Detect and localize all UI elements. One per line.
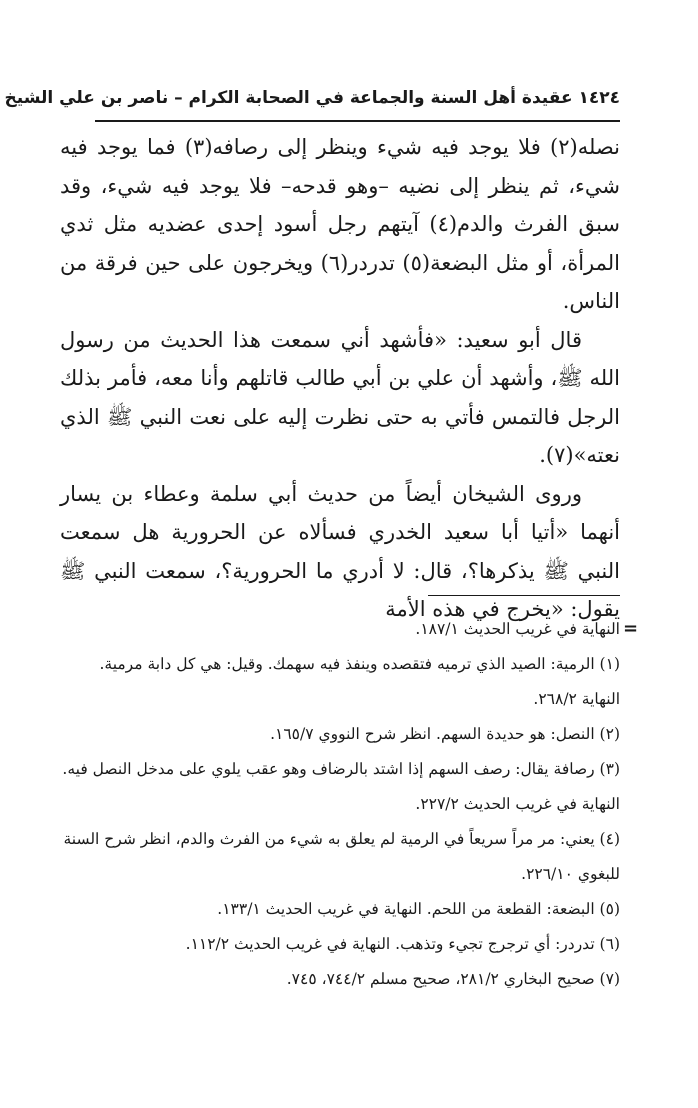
running-header xyxy=(4,86,620,110)
footnotes xyxy=(60,612,620,997)
page-number: ١٤٢٤ xyxy=(578,88,620,108)
footnote-1: (١) الرمية: الصيد الذي ترميه فتقصده وينفذ فيه سهمك. وقيل: هي كل دابة مرمية. النهاية ٢٦٨/٢. xyxy=(99,655,620,708)
main-text xyxy=(60,128,620,629)
paragraph-1: نصله(٢) فلا يوجد فيه شيء وينظر إلى رصافه(٣) فما يوجد فيه شيء، ثم ينظر إلى نضيه –وهو قدحه– فلا يوجد فيه شيء، وقد سبق الفرث والدم(٤) آيتهم رجل أسود إحدى عضديه مثل ثدي المرأة، أو مثل البضعة(٥) تدردر(٦) ويخرجون على حين فرقة من الناس. xyxy=(60,135,620,313)
paragraph-3: وروى الشيخان أيضاً من حديث أبي سلمة وعطاء بن يسار أنهما «أتيا أبا سعيد الخدري فسألاه عن الحرورية هل سمعت النبي ﷺ يذكرها؟، قال: لا أدري ما الحرورية؟، سمعت النبي ﷺ يقول: «يخرج في هذه الأمة xyxy=(60,481,620,621)
footnote-4: (٤) يعني: مر مراً سريعاً في الرمية لم يعلق به شيء من الفرث والدم، انظر شرح السنة للبغوي ٢٢٦/١٠. xyxy=(63,830,620,883)
footnote-3: (٣) رصافة يقال: رصف السهم إذا اشتد بالرضاف وهو عقب يلوي على مدخل النصل فيه. النهاية في غريب الحديث ٢٢٧/٢. xyxy=(62,760,620,813)
footnote-rule xyxy=(428,595,620,596)
footnote-continued: النهاية في غريب الحديث ١٨٧/١. xyxy=(415,620,620,638)
header-rule xyxy=(95,120,620,122)
footnote-2: (٢) النصل: هو حديدة السهم. انظر شرح النووي ١٦٥/٧. xyxy=(270,725,620,743)
footnote-7: (٧) صحيح البخاري ٢٨١/٢، صحيح مسلم ٧٤٤/٢، ٧٤٥. xyxy=(286,970,620,988)
header-title: عقيدة أهل السنة والجماعة في الصحابة الكرام – ناصر بن علي الشيخ xyxy=(4,88,573,108)
footnote-continuation-mark: = xyxy=(623,618,639,639)
footnote-5: (٥) البضعة: القطعة من اللحم. النهاية في غريب الحديث ١٣٣/١. xyxy=(217,900,620,918)
paragraph-2: قال أبو سعيد: «فأشهد أني سمعت هذا الحديث من رسول الله ﷺ، وأشهد أن علي بن أبي طالب قاتلهم وأنا معه، فأمر بذلك الرجل فالتمس فأتي به حتى نظرت إليه على نعت النبي ﷺ الذي نعته»(٧). xyxy=(60,327,620,467)
footnote-6: (٦) تدردر: أي ترجرج تجيء وتذهب. النهاية في غريب الحديث ١١٢/٢. xyxy=(185,935,620,953)
